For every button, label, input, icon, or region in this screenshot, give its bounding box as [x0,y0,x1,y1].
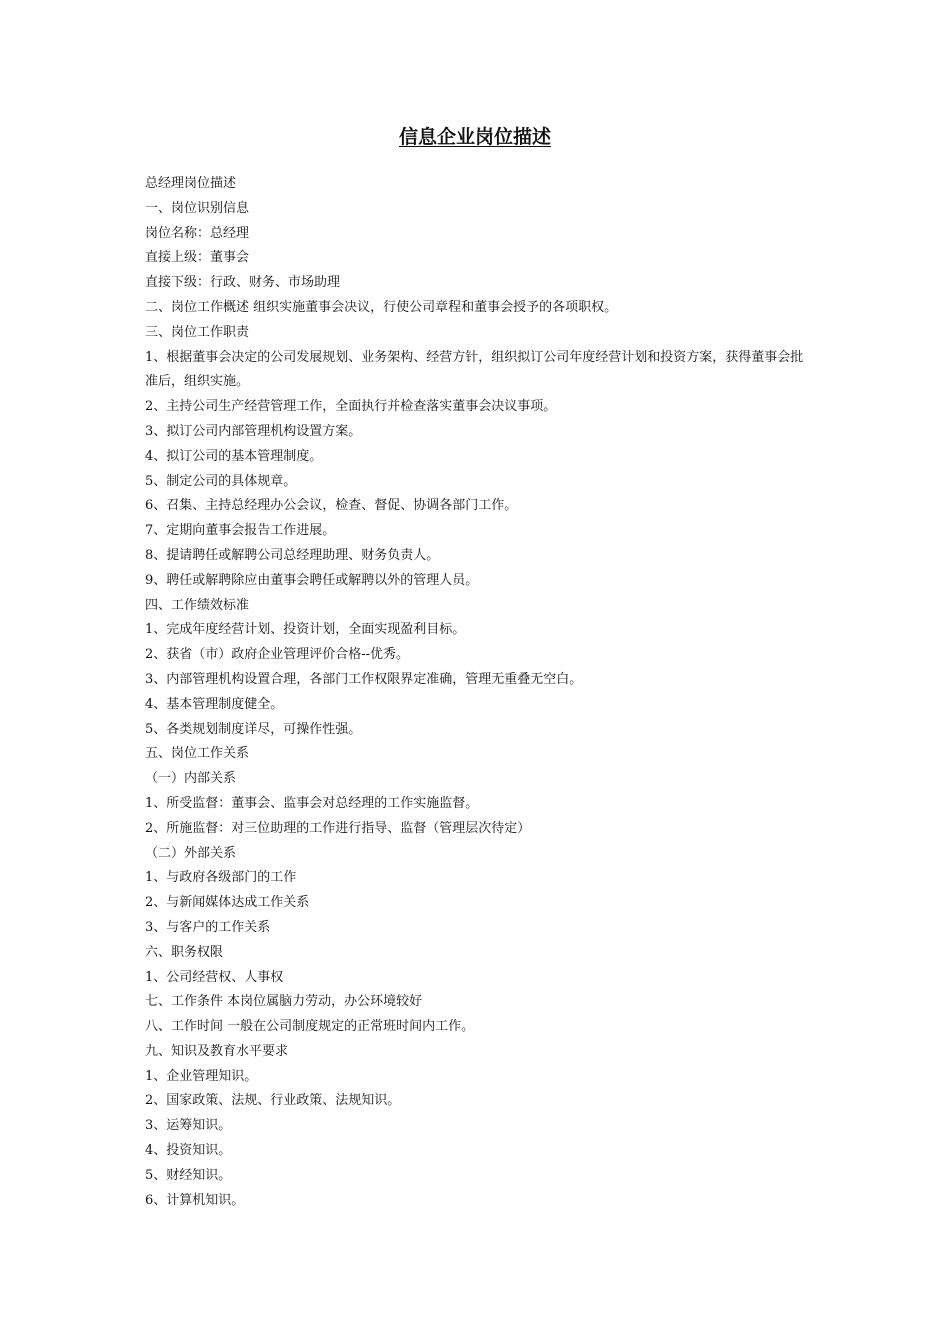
list-item: 3、与客户的工作关系 [145,919,271,935]
list-item: 5、财经知识。 [145,1167,232,1183]
subsection-heading: （一）内部关系 [145,771,237,787]
list-item: 1、与政府各级部门的工作 [145,870,297,886]
section-heading: 五、岗位工作关系 [145,746,250,762]
list-item: 2、与新闻媒体达成工作关系 [145,895,310,911]
list-item: 1、根据董事会决定的公司发展规划、业务架构、经营方针，组织拟订公司年度经营计划和投资方案，获得董事会批准后，组织实施。 [145,349,804,390]
section-heading: 总经理岗位描述 [145,176,237,191]
list-item: 2、获省（市）政府企业管理评价合格--优秀。 [145,647,410,663]
list-item: 2、国家政策、法规、行业政策、法规知识。 [145,1093,401,1109]
section-heading: 二、岗位工作概述 组织实施董事会决议，行使公司章程和董事会授予的各项职权。 [145,299,618,315]
list-item: 6、召集、主持总经理办公会议，检查、督促、协调各部门工作。 [145,498,518,514]
section-heading: 九、知识及教育水平要求 [145,1043,289,1059]
list-item: 5、各类规划制度详尽，可操作性强。 [145,721,362,737]
document-body [145,172,815,1213]
list-item: 3、运筹知识。 [145,1118,232,1134]
list-item: 4、拟订公司的基本管理制度。 [145,448,323,464]
list-item: 1、完成年度经营计划、投资计划，全面实现盈利目标。 [145,622,466,638]
section-heading: 六、职务权限 [145,944,224,960]
list-item: 2、主持公司生产经营管理工作，全面执行并检查落实董事会决议事项。 [145,399,557,415]
list-item: 1、公司经营权、人事权 [145,969,284,985]
list-item: 4、投资知识。 [145,1143,232,1159]
section-heading: 四、工作绩效标准 [145,597,250,613]
section-heading: 七、工作条件 本岗位属脑力劳动，办公环境较好 [145,994,423,1010]
list-item: 1、企业管理知识。 [145,1068,258,1084]
subsection-heading: （二）外部关系 [145,845,237,861]
list-item: 2、所施监督：对三位助理的工作进行指导、监督（管理层次待定） [145,820,531,836]
text-line: 岗位名称：总经理 [145,225,250,241]
section-heading: 一、岗位识别信息 [145,200,250,216]
list-item: 5、制定公司的具体规章。 [145,473,297,489]
list-item: 4、基本管理制度健全。 [145,696,284,712]
list-item: 3、拟订公司内部管理机构设置方案。 [145,423,362,439]
text-line: 直接上级：董事会 [145,250,250,266]
section-heading: 三、岗位工作职责 [145,324,250,340]
list-item: 1、所受监督：董事会、监事会对总经理的工作实施监督。 [145,795,479,811]
list-item: 9、聘任或解聘除应由董事会聘任或解聘以外的管理人员。 [145,572,479,588]
document-title [0,124,950,150]
section-heading: 八、工作时间 一般在公司制度规定的正常班时间内工作。 [145,1019,475,1035]
list-item: 3、内部管理机构设置合理，各部门工作权限界定准确，管理无重叠无空白。 [145,671,583,687]
list-item: 6、计算机知识。 [145,1192,245,1208]
list-item: 7、定期向董事会报告工作进展。 [145,523,336,539]
list-item: 8、提请聘任或解聘公司总经理助理、财务负责人。 [145,547,440,563]
text-line: 直接下级：行政、财务、市场助理 [145,275,341,291]
document-title-text: 信息企业岗位描述 [398,126,551,148]
